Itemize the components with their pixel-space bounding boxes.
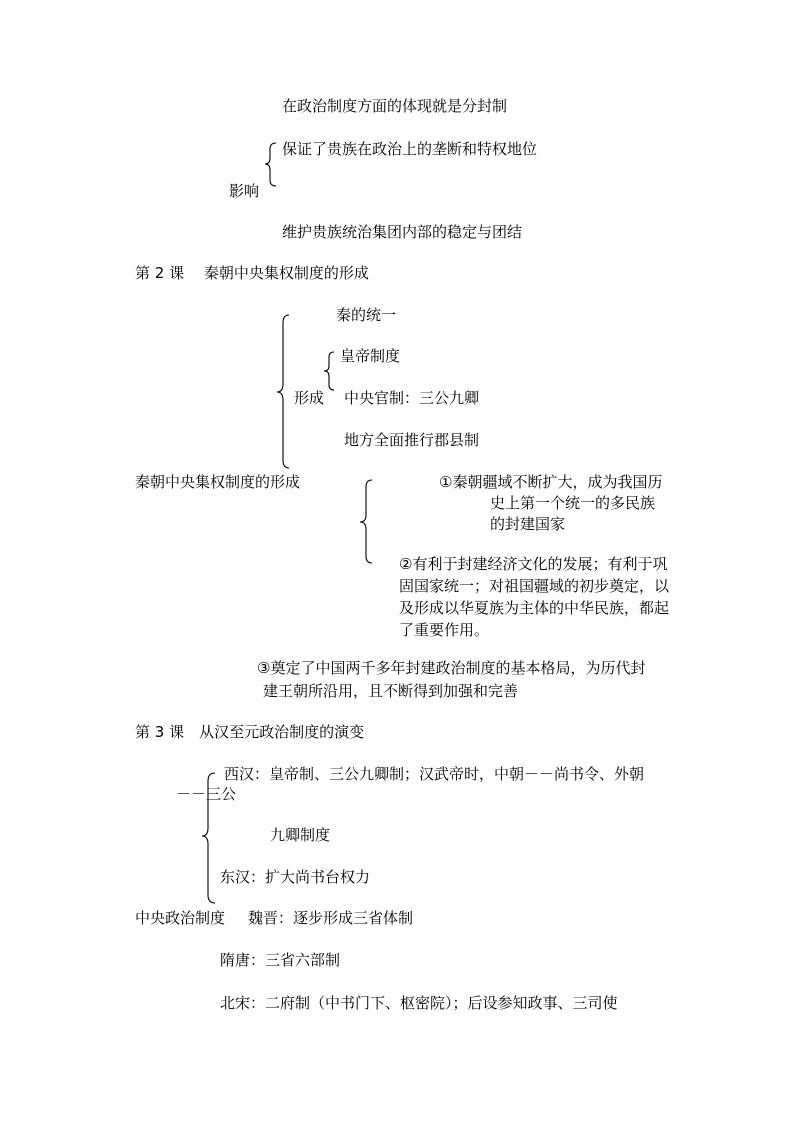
form-item-local: 地方全面推行郡县制 [344,431,480,449]
effect-2: ②有利于封建经济文化的发展；有利于巩固国家统一；对祖国疆域的初步奠定，以及形成以华夏族为主体的中华民族，都起了重要作用。 [399,555,670,639]
brace-han-yuan [202,773,215,903]
brace-central-system [324,352,334,390]
east-han: 东汉：扩大尚书台权力 [220,868,371,886]
jiuqing: 九卿制度 [270,826,331,844]
influence-item-2: 维护贵族统治集团内部的稳定与团结 [282,223,523,241]
west-han: 西汉：皇帝制、三公九卿制；汉武帝时，中朝－－尚书令、外朝 [224,765,645,783]
effect-1-cont-2: 的封建国家 [490,515,566,533]
form-item-unify: 秦的统一 [336,306,397,324]
brace-formation [277,315,289,468]
lesson3-heading: 第 3 课 从汉至元政治制度的演变 [135,723,365,741]
brace-influence [265,143,276,186]
lesson2-heading: 第 2 课 秦朝中央集权制度的形成 [135,264,369,282]
brace-effects [360,480,372,563]
effect-3-line-1: ③奠定了中国两千多年封建政治制度的基本格局，为历代封 [257,659,646,677]
wei-jin: 魏晋：逐步形成三省体制 [248,909,414,927]
lesson3-left-label: 中央政治制度 [135,909,226,927]
lesson2-left-label: 秦朝中央集权制度的形成 [135,473,301,491]
effect-1: ①秦朝疆域不断扩大，成为我国历 [439,473,663,491]
influence-item-1: 保证了贵族在政治上的垄断和特权地位 [282,140,538,158]
sui-tang: 隋唐：三省六部制 [220,951,341,969]
north-song: 北宋：二府制（中书门下、枢密院）；后设参知政事、三司使 [220,994,618,1012]
fengjian-line: 在政治制度方面的体现就是分封制 [282,97,508,115]
effect-1-cont-1: 史上第一个统一的多民族 [490,494,656,512]
effect-3-line-2: 建王朝所沿用，且不断得到加强和完善 [263,682,519,700]
form-item-central: 中央官制：三公九卿 [344,389,480,407]
form-item-emperor: 皇帝制度 [340,347,401,365]
west-han-sangong: －－三公 [176,785,237,803]
influence-label: 影响 [229,182,260,200]
form-label: 形成 [294,389,325,407]
